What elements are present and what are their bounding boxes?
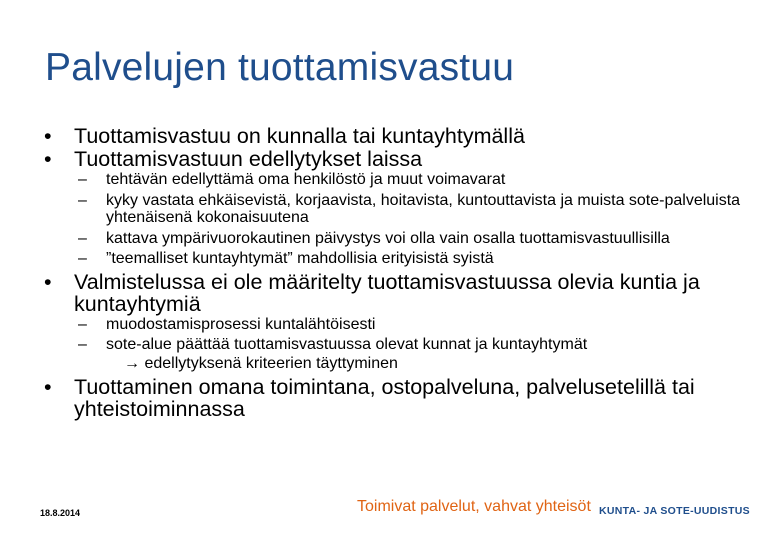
bullet-item	[44, 376, 754, 420]
footer-tagline: Toimivat palvelut, vahvat yhteisöt	[357, 498, 591, 515]
sub-bullet-text: kattava ympärivuorokautinen päivystys voi olla vain osalla tuottamisvastuullisilla	[106, 229, 670, 247]
footer-date: 18.8.2014	[40, 508, 81, 518]
bullet-text: Tuottaminen omana toimintana, ostopalveluna, palvelusetelillä tai yhteistoiminnassa	[74, 374, 695, 421]
sub-bullet-text: kyky vastata ehkäisevistä, korjaavista, hoitavista, kuntouttavista ja muista sote-palveluista yhtenäisenä kokonaisuutena	[106, 191, 741, 226]
slide-title: Palvelujen tuottamisvastuu	[45, 46, 515, 89]
dash-marker: –	[78, 171, 87, 188]
footer-brand-logo: KUNTA- JA SOTE-UUDISTUS	[599, 505, 750, 517]
dash-marker: –	[78, 191, 87, 209]
bullet-marker: •	[44, 269, 52, 294]
bullet-marker: •	[44, 147, 52, 171]
dash-marker: –	[78, 229, 87, 247]
sub-bullet-text: tehtävän edellyttämä oma henkilöstö ja muut voimavarat	[106, 171, 506, 188]
bullet-item	[44, 125, 754, 147]
bullet-marker: •	[44, 124, 52, 148]
bullet-item	[44, 271, 754, 315]
sub-bullet-item	[44, 250, 754, 268]
bullet-text: Tuottamisvastuun edellytykset laissa	[74, 147, 423, 171]
sub-bullet-item	[44, 192, 754, 227]
bullet-text: Tuottamisvastuu on kunnalla tai kuntayhtymällä	[74, 124, 525, 148]
dash-marker: –	[78, 250, 87, 267]
arrow-sub-text: → edellytyksenä kriteerien täyttyminen	[124, 354, 398, 372]
sub-bullet-text: sote-alue päättää tuottamisvastuussa olevat kunnat ja kuntayhtymät	[106, 336, 588, 353]
dash-marker: –	[78, 336, 87, 353]
dash-marker: –	[78, 315, 87, 333]
bullet-text: Valmistelussa ei ole määritelty tuottamisvastuussa olevia kuntia ja kuntayhtymiä	[74, 269, 700, 316]
sub-bullet-text: muodostamisprosessi kuntalähtöisesti	[106, 315, 376, 333]
sub-bullet-text: ”teemalliset kuntayhtymät” mahdollisia erityisistä syistä	[106, 250, 494, 267]
sub-bullet-item	[44, 336, 754, 354]
sub-bullet-item	[44, 171, 754, 189]
sub-bullet-item	[44, 230, 754, 248]
bullet-item	[44, 148, 754, 170]
bullet-list	[44, 125, 754, 421]
sub-bullet-item	[44, 316, 754, 334]
bullet-marker: •	[44, 374, 52, 399]
